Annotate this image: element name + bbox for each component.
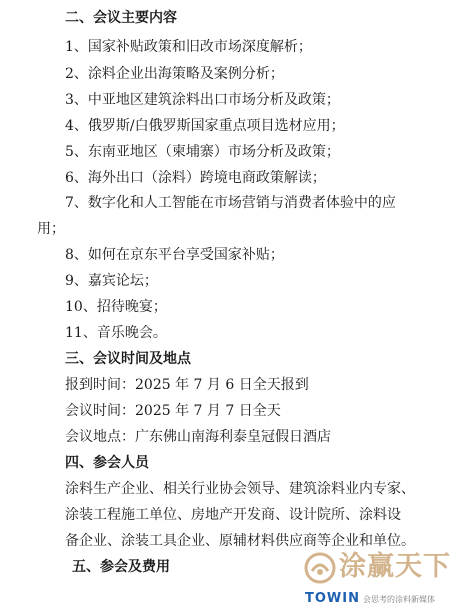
content-item-7: 7、数字化和人工智能在市场营销与消费者体验中的应: [65, 195, 396, 211]
towin-logo-icon: [303, 551, 337, 585]
content-item-10: 10、招待晚宴；: [65, 299, 167, 315]
section-heading-meeting-content: 二、会议主要内容: [65, 10, 177, 26]
attendees-line-1: 涂料生产企业、相关行业协会领导、建筑涂料业内专家、: [65, 481, 415, 497]
content-item-3: 3、中亚地区建筑涂料出口市场分析及政策；: [65, 92, 340, 108]
content-item-6: 6、海外出口（涂料）跨境电商政策解读；: [65, 170, 326, 186]
content-item-5: 5、东南亚地区（柬埔寨）市场分析及政策；: [65, 144, 340, 160]
watermark-title: 涂赢天下: [339, 551, 451, 582]
meeting-location: 会议地点：广东佛山南海利泰皇冠假日酒店: [65, 429, 331, 445]
section-heading-attendees: 四、参会人员: [65, 455, 149, 471]
towin-watermark: [303, 547, 457, 612]
section-heading-time-location: 三、会议时间及地点: [65, 351, 191, 367]
meeting-time: 会议时间：2025 年 7 月 7 日全天: [65, 403, 281, 419]
watermark-brand: TOWIN: [305, 591, 360, 606]
content-item-1: 1、国家补贴政策和旧改市场深度解析；: [65, 39, 312, 55]
registration-time: 报到时间：2025 年 7 月 6 日全天报到: [65, 377, 309, 393]
attendees-line-3: 备企业、涂装工具企业、原辅材料供应商等企业和单位。: [65, 533, 415, 549]
watermark-slogan: 会思考的涂料新媒体: [363, 595, 435, 604]
content-item-4: 4、俄罗斯/白俄罗斯国家重点项目选材应用；: [65, 118, 345, 134]
content-item-7-continued: 用；: [37, 221, 65, 237]
attendees-line-2: 涂装工程施工单位、房地产开发商、设计院所、涂料设: [65, 507, 401, 523]
content-item-8: 8、如何在京东平台享受国家补贴；: [65, 247, 284, 263]
content-item-2: 2、涂料企业出海策略及案例分析；: [65, 66, 284, 82]
content-item-9: 9、嘉宾论坛；: [65, 273, 158, 289]
section-heading-fees: 五、参会及费用: [72, 559, 170, 575]
content-item-11: 11、音乐晚会。: [65, 325, 167, 341]
